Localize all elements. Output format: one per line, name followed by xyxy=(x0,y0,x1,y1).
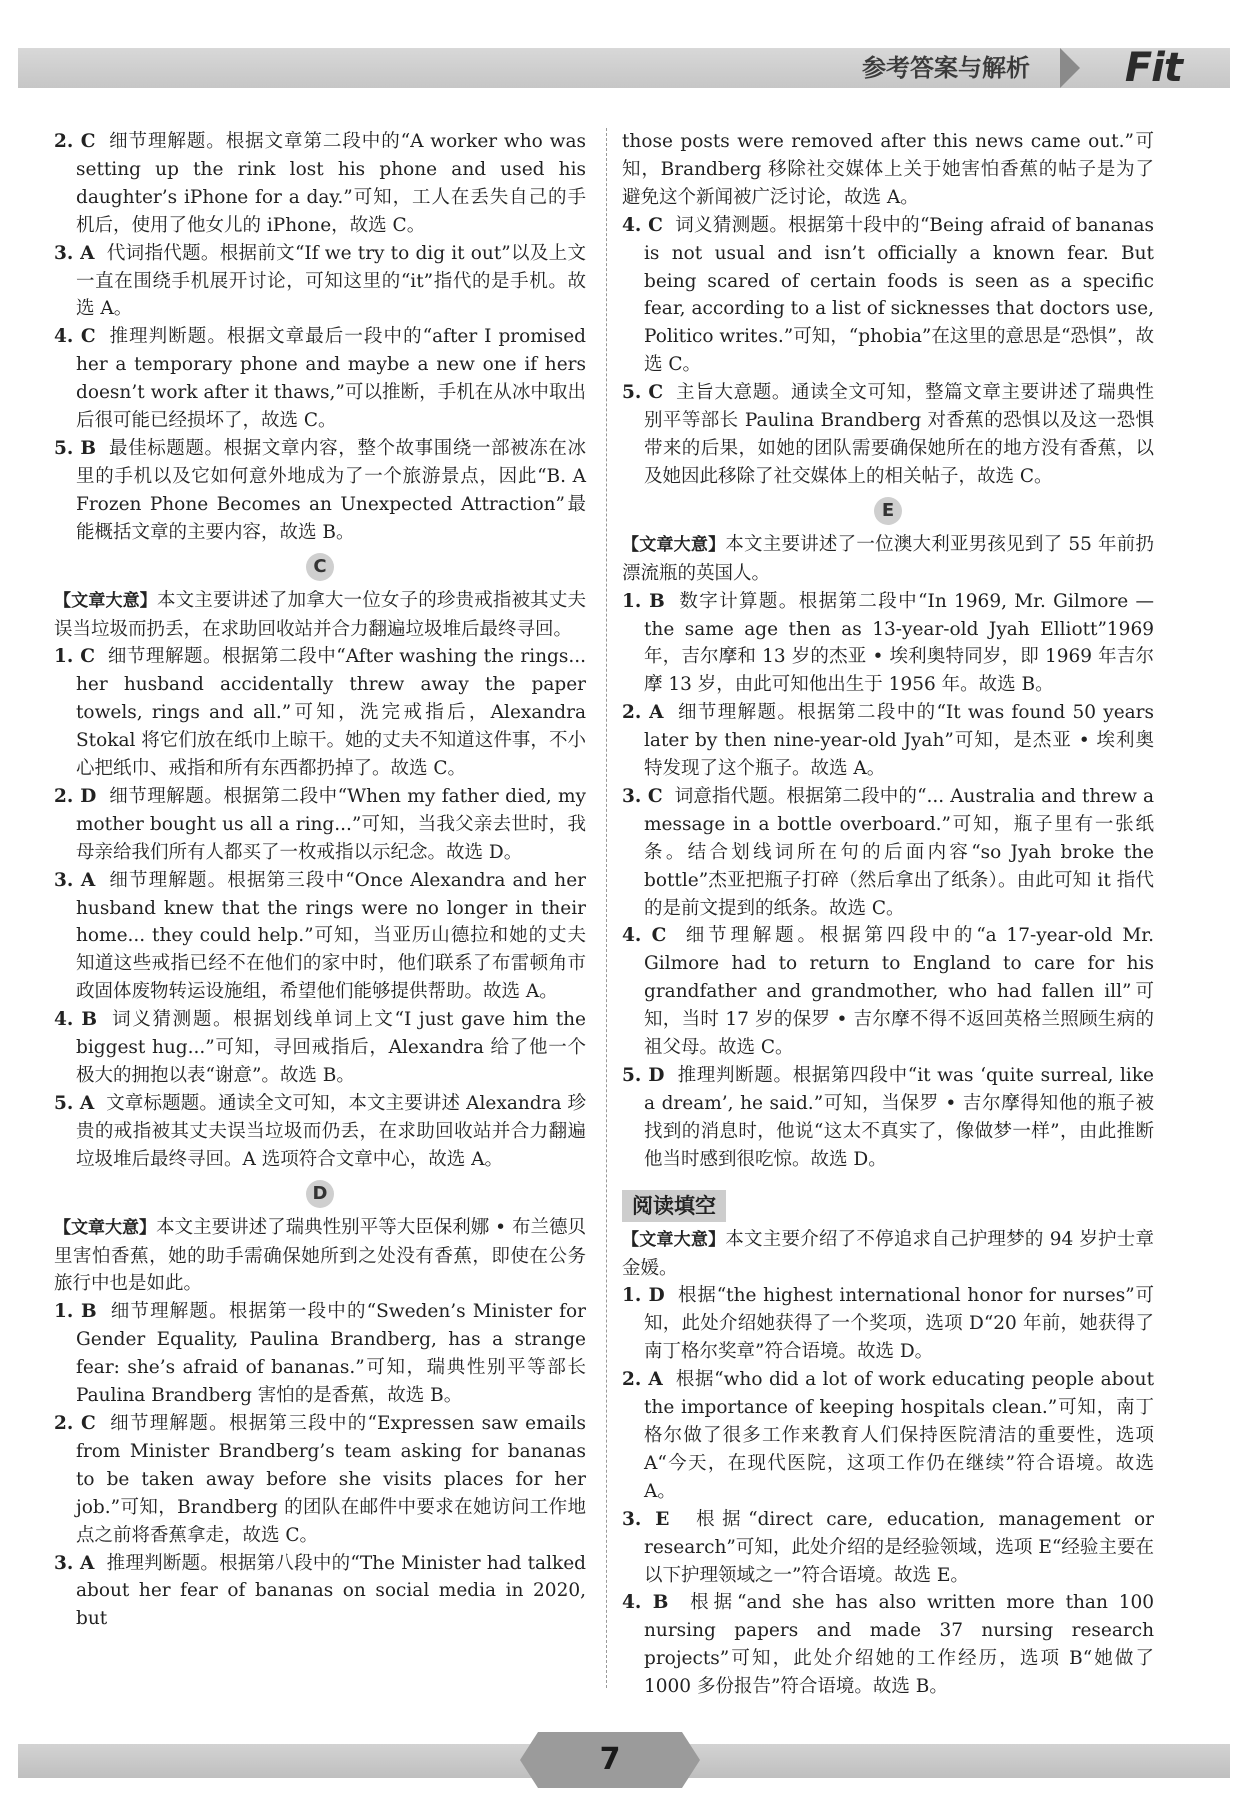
answer-item: 3. E 根据“direct care, education, management or research”可知，此处介绍的是经验领域，选项 E“经验主要在以下护理领域之一”符合语境。故选 E。 xyxy=(622,1508,1155,1586)
answer-item: 4. C 词义猜测题。根据第十段中的“Being afraid of bananas is not usual and isn’t officially a known fear. But being scared of certain foods is seen as a specific fear, according to a list of sicknesses that doctors use, Politico writes.”可知，“phobia”在这里的意思是“恐惧”，故选 C。 xyxy=(622,214,1154,376)
right-column xyxy=(622,128,1154,1701)
article-summary: 【文章大意】本文主要介绍了不停追求自己护理梦的 94 岁护士章金媛。 xyxy=(622,1228,1154,1279)
answer-item: 2. D 细节理解题。根据第二段中“When my father died, my mother bought us all a ring...”可知，当我父亲去世时，我母亲给我们所有人都买了一枚戒指以示纪念。故选 D。 xyxy=(54,785,587,863)
page-header xyxy=(18,45,1230,91)
section-e-marker: E xyxy=(622,497,1154,527)
section-heading-reading-fill: 阅读填空 xyxy=(622,1190,726,1222)
article-summary: 【文章大意】本文主要讲述了一位澳大利亚男孩见到了 55 年前扔漂流瓶的英国人。 xyxy=(622,533,1154,584)
answer-item: 3. A 推理判断题。根据第八段中的“The Minister had talked about her fear of bananas on social media in 2020, but xyxy=(54,1552,586,1630)
answer-item: 4. C 细节理解题。根据第四段中的“a 17-year-old Mr. Gilmore had to return to England to care for his grandfather and grandmother, who had fallen ill”可知，当时 17 岁的保罗 • 吉尔摩不得不返回英格兰照顾生病的祖父母。故选 C。 xyxy=(622,925,1154,1059)
answer-item: 5. C 主旨大意题。通读全文可知，整篇文章主要讲述了瑞典性别平等部长 Paulina Brandberg 对香蕉的恐惧以及这一恐惧带来的后果，如她的团队需要确保她所在的地方没有香蕉，以及她因此移除了社交媒体上的相关帖子，故选 C。 xyxy=(622,382,1154,487)
answer-item: 2. A 细节理解题。根据第二段中的“It was found 50 years later by then nine-year-old Jyah”可知，是杰亚 • 埃利奥特发现了这个瓶子。故选 A。 xyxy=(622,702,1155,780)
answer-continuation: those posts were removed after this news came out.”可知，Brandberg 移除社交媒体上关于她害怕香蕉的帖子是为了避免这个新闻被广泛讨论，故选 A。 xyxy=(622,131,1154,208)
section-d-marker: D xyxy=(54,1180,586,1210)
answer-item: 3. A 代词指代题。根据前文“If we try to dig it out”以及上文一直在围绕手机展开讨论，可知这里的“it”指代的是手机。故选 A。 xyxy=(54,242,586,320)
fit-logo: Fit xyxy=(1124,45,1182,91)
answer-item: 1. B 数字计算题。根据第二段中“In 1969, Mr. Gilmore — the same age then as 13-year-old Jyah Elliott”1969 年，吉尔摩和 13 岁的杰亚 • 埃利奥特同岁，即 1969 年吉尔摩 13 岁，由此可知他出生于 1956 年。故选 B。 xyxy=(622,590,1155,696)
answer-item: 2. A 根据“who did a lot of work educating people about the importance of keeping hospitals clean.”可知，南丁格尔做了很多工作来教育人们保持医院清洁的重要性，选项 A“今天，在现代医院，这项工作仍在继续”符合语境。故选 A。 xyxy=(622,1369,1155,1502)
answer-item: 1. B 细节理解题。根据第一段中的“Sweden’s Minister for Gender Equality, Paulina Brandberg, has a strange fear: she’s afraid of bananas.”可知，瑞典性别平等部长 Paulina Brandberg 害怕的是香蕉，故选 B。 xyxy=(54,1301,587,1407)
answer-item: 4. B 词义猜测题。根据划线单词上文“I just gave him the biggest hug...”可知，寻回戒指后，Alexandra 给了他一个极大的拥抱以表“谢意”。故选 B。 xyxy=(54,1009,587,1086)
answer-item: 4. C 推理判断题。根据文章最后一段中的“after I promised her a temporary phone and maybe a new one if hers doesn’t work after it thaws,”可以推断，手机在从冰中取出后很可能已经损坏了，故选 C。 xyxy=(54,326,587,432)
answer-item: 2. C 细节理解题。根据文章第二段中的“A worker who was setting up the rink lost his phone and used his daughter’s iPhone for a day.”可知，工人在丢失自己的手机后，使用了他女儿的 iPhone，故选 C。 xyxy=(54,131,586,236)
answer-item: 2. C 细节理解题。根据第三段中的“Expressen saw emails from Minister Brandberg’s team asking for bananas to be taken away before she visits places for her job.”可知，Brandberg 的团队在邮件中要求在她访问工作地点之前将香蕉拿走，故选 C。 xyxy=(54,1412,586,1546)
section-c-marker: C xyxy=(54,553,586,583)
header-title: 参考答案与解析 xyxy=(862,54,1030,82)
page-number: 7 xyxy=(599,1742,621,1777)
answer-item: 1. D 根据“the highest international honor for nurses”可知，此处介绍她获得了一个奖项，选项 D“20 年前，她获得了南丁格尔奖章”符合语境。故选 D。 xyxy=(622,1285,1154,1363)
column-divider xyxy=(606,128,607,1688)
answer-item: 4. B 根据“and she has also written more than 100 nursing papers and made 37 nursing research projects”可知，此处介绍她的工作经历，选项 B“她做了 1000 多份报告”符合语境。故选 B。 xyxy=(622,1592,1155,1698)
left-column xyxy=(54,128,586,1633)
answer-item: 3. A 细节理解题。根据第三段中“Once Alexandra and her husband knew that the rings were no longer in their home... they could help.”可知，当亚历山德拉和她的丈夫知道这些戒指已经不在他们的家中时，他们联系了布雷顿角市政固体废物转运设施组，希望他们能够提供帮助。故选 A。 xyxy=(54,869,586,1003)
answer-item: 5. B 最佳标题题。根据文章内容，整个故事围绕一部被冻在冰里的手机以及它如何意外地成为了一个旅游景点，因此“B. A Frozen Phone Becomes an Unexpected Attraction”最能概括文章的主要内容，故选 B。 xyxy=(54,437,587,543)
article-summary: 【文章大意】本文主要讲述了加拿大一位女子的珍贵戒指被其丈夫误当垃圾而扔丢，在求助回收站并合力翻遍垃圾堆后最终寻回。 xyxy=(54,589,586,640)
header-arrow-icon xyxy=(1060,48,1080,88)
article-summary: 【文章大意】本文主要讲述了瑞典性别平等大臣保利娜 • 布兰德贝里害怕香蕉，她的助手需确保她所到之处没有香蕉，即使在公务旅行中也是如此。 xyxy=(54,1216,587,1295)
answer-item: 5. D 推理判断题。根据第四段中“it was ‘quite surreal, like a dream’, he said.”可知，当保罗 • 吉尔摩得知他的瓶子被找到的消息时，他说“这太不真实了，像做梦一样”，由此推断他当时感到很吃惊。故选 D。 xyxy=(622,1065,1154,1170)
answer-item: 3. C 词意指代题。根据第二段中的“... Australia and threw a message in a bottle overboard.”可知，瓶子里有一张纸条。结合划线词所在句的后面内容“so Jyah broke the bottle”杰亚把瓶子打碎（然后拿出了纸条）。由此可知 it 指代的是前文提到的纸条。故选 C。 xyxy=(622,785,1154,919)
answer-item: 1. C 细节理解题。根据第二段中“After washing the rings... her husband accidentally threw away the paper towels, rings and all.”可知，洗完戒指后，Alexandra Stokal 将它们放在纸巾上晾干。她的丈夫不知道这件事，不小心把纸巾、戒指和所有东西都扔掉了。故选 C。 xyxy=(54,646,587,780)
answer-item: 5. A 文章标题题。通读全文可知，本文主要讲述 Alexandra 珍贵的戒指被其丈夫误当垃圾而仍丢，在求助回收站并合力翻遍垃圾堆后最终寻回。A 选项符合文章中心，故选 A。 xyxy=(54,1092,586,1170)
